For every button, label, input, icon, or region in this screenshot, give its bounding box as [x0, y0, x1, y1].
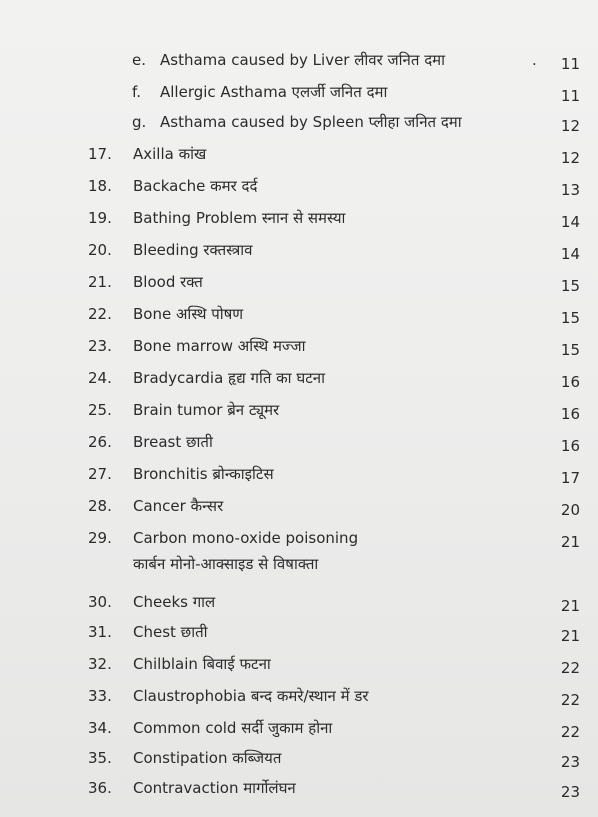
toc-entry	[0, 588, 598, 616]
entry-page: 12	[560, 117, 580, 135]
entry-number: 26.	[88, 433, 112, 451]
toc-entry	[0, 236, 598, 264]
entry-number: 23.	[88, 337, 112, 355]
entry-number: 28.	[88, 497, 112, 515]
entry-number: 33.	[88, 687, 112, 705]
entry-title: Chilblain बिवाई फटना	[133, 655, 271, 673]
toc-entry	[0, 172, 598, 200]
entry-title: Bleeding रक्तस्त्राव	[133, 241, 253, 259]
entry-number: 25.	[88, 401, 112, 419]
entry-page: 13	[560, 181, 580, 199]
toc-entry	[0, 332, 598, 360]
entry-number: 19.	[88, 209, 112, 227]
entry-title: Cheeks गाल	[133, 593, 216, 611]
entry-title: Common cold सर्दी जुकाम होना	[133, 719, 333, 737]
toc-entry	[0, 140, 598, 168]
entry-number: 21.	[88, 273, 112, 291]
toc-entry	[0, 774, 598, 802]
entry-title: Bronchitis ब्रोन्काइटिस	[133, 465, 274, 483]
entry-number: 35.	[88, 749, 112, 767]
entry-title: Chest छाती	[133, 623, 208, 641]
entry-page: 23	[560, 753, 580, 771]
entry-title: Asthama caused by Spleen प्लीहा जनित दमा	[160, 113, 462, 131]
entry-page: 20	[560, 501, 580, 519]
entry-title: Cancer कैन्सर	[133, 497, 224, 515]
toc-entry	[0, 78, 598, 106]
entry-number: 29.	[88, 529, 112, 547]
entry-title: Allergic Asthama एलर्जी जनित दमा	[160, 83, 388, 101]
toc-entry	[0, 396, 598, 424]
entry-title: Blood रक्त	[133, 273, 203, 291]
toc-entry	[0, 300, 598, 328]
entry-title: Brain tumor ब्रेन ट्यूमर	[133, 401, 280, 419]
entry-page: 22	[560, 691, 580, 709]
toc-entry	[0, 46, 598, 74]
entry-number: 36.	[88, 779, 112, 797]
entry-title: Carbon mono-oxide poisoning	[133, 529, 359, 547]
toc-entry	[0, 744, 598, 772]
entry-page: 21	[560, 533, 580, 551]
toc-entry	[0, 650, 598, 678]
entry-page: 12	[560, 149, 580, 167]
entry-page: 15	[560, 309, 580, 327]
toc-entry	[0, 524, 598, 580]
entry-title: Bone marrow अस्थि मज्जा	[133, 337, 306, 355]
toc-entry	[0, 108, 598, 136]
entry-number: 18.	[88, 177, 112, 195]
entry-page: 11	[560, 87, 580, 105]
entry-title: Bone अस्थि पोषण	[133, 305, 244, 323]
entry-page: 17	[560, 469, 580, 487]
entry-title: Asthama caused by Liver लीवर जनित दमा	[160, 51, 446, 69]
entry-page: 11	[560, 55, 580, 73]
entry-title: Bathing Problem स्नान से समस्या	[133, 209, 346, 227]
entry-page: 22	[560, 659, 580, 677]
entry-page: 21	[560, 597, 580, 615]
entry-title: Axilla कांख	[133, 145, 207, 163]
entry-number: 24.	[88, 369, 112, 387]
stray-dot: .	[532, 51, 537, 69]
entry-page: 15	[560, 341, 580, 359]
entry-title: Claustrophobia बन्द कमरे/स्थान में डर	[133, 687, 369, 705]
entry-title: Constipation कब्जियत	[133, 749, 282, 767]
entry-number: 20.	[88, 241, 112, 259]
entry-title: Breast छाती	[133, 433, 213, 451]
entry-page: 14	[560, 245, 580, 263]
toc-entry	[0, 714, 598, 742]
entry-number: 32.	[88, 655, 112, 673]
entry-number: 27.	[88, 465, 112, 483]
toc-entry	[0, 618, 598, 646]
entry-number: 22.	[88, 305, 112, 323]
toc-entry	[0, 460, 598, 488]
entry-page: 16	[560, 373, 580, 391]
entry-number: g.	[132, 113, 147, 131]
entry-title-hindi: कार्बन मोनो-आक्साइड से विषाक्ता	[133, 555, 319, 573]
entry-page: 21	[560, 627, 580, 645]
entry-page: 15	[560, 277, 580, 295]
toc-entry	[0, 204, 598, 232]
entry-page: 22	[560, 723, 580, 741]
entry-page: 16	[560, 437, 580, 455]
entry-number: 30.	[88, 593, 112, 611]
entry-number: 31.	[88, 623, 112, 641]
entry-title: Contravaction मार्गोलंघन	[133, 779, 296, 797]
toc-entry	[0, 428, 598, 456]
toc-entry	[0, 682, 598, 710]
toc-entry	[0, 364, 598, 392]
toc-entry	[0, 492, 598, 520]
entry-number: f.	[132, 83, 141, 101]
entry-title: Bradycardia हृद्य गति का घटना	[133, 369, 325, 387]
entry-page: 14	[560, 213, 580, 231]
entry-page: 23	[560, 783, 580, 801]
entry-page: 16	[560, 405, 580, 423]
toc-entry	[0, 268, 598, 296]
entry-number: 17.	[88, 145, 112, 163]
entry-number: 34.	[88, 719, 112, 737]
entry-title: Backache कमर दर्द	[133, 177, 258, 195]
entry-number: e.	[132, 51, 146, 69]
